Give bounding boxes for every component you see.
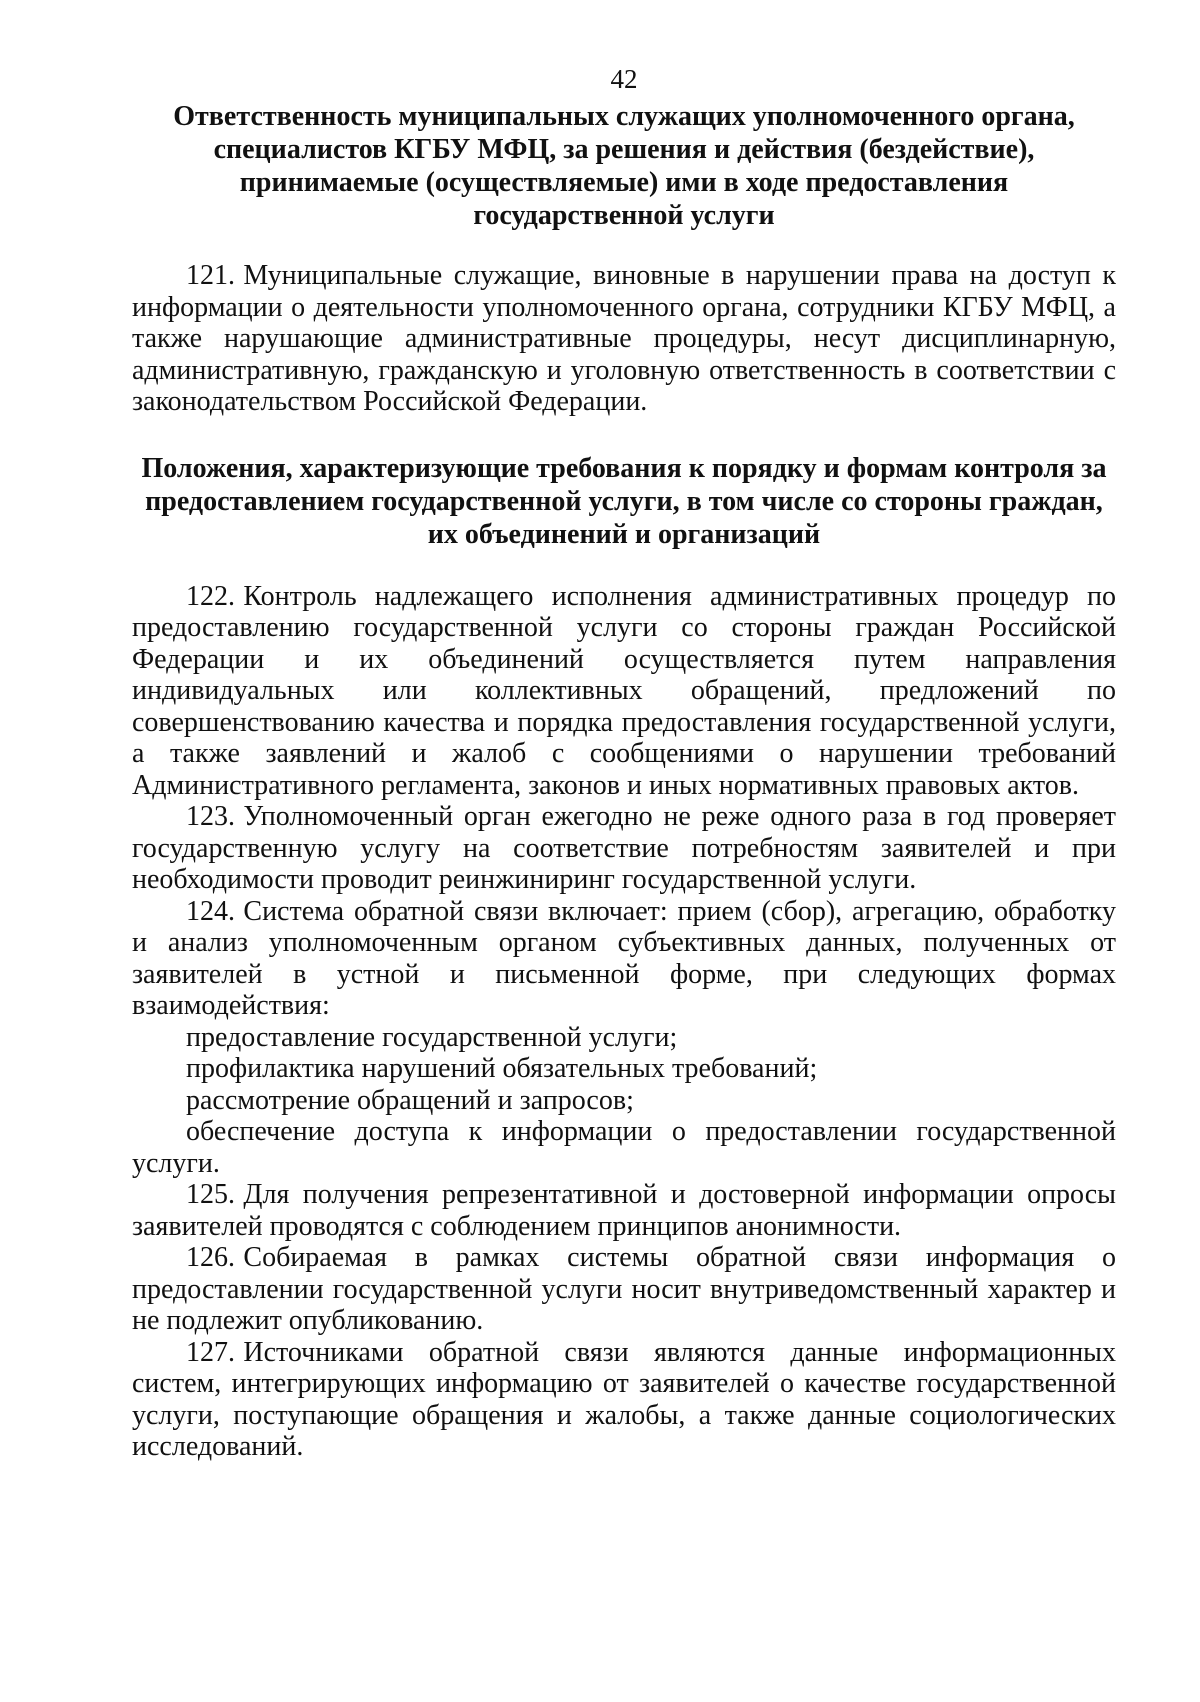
list-item: рассмотрение обращений и запросов; bbox=[186, 1084, 634, 1116]
paragraph-number: 121. bbox=[186, 260, 235, 291]
paragraph-number: 124. bbox=[186, 895, 235, 927]
paragraph-number: 125. bbox=[186, 1179, 235, 1210]
paragraph-text: Собираемая в рамках системы обратной связи информация о предоставлении государственной услуги носит внутриведомственный характер и не подлежит опубликованию. bbox=[132, 1242, 1116, 1336]
paragraph-text: Система обратной связи включает: прием (сбор), агрегацию, обработку и анализ уполномоченным органом субъективных данных, полученных от заявителей в устной и письменной форме, при следующих формах взаимодействия: bbox=[132, 895, 1116, 1021]
paragraph-122 bbox=[132, 581, 1116, 802]
paragraph-127 bbox=[132, 1337, 1116, 1463]
section-2-heading: Положения, характеризующие требования к порядку и формам контроля за предоставлением государственной услуги, в том числе со стороны граждан, их объединений и организаций bbox=[141, 452, 1107, 550]
paragraph-121 bbox=[132, 260, 1116, 418]
paragraph-text: Контроль надлежащего исполнения административных процедур по предоставлению государственной услуги со стороны граждан Российской Федерации и их объединений осуществляется путем направления индивидуальных или коллективных обращений, предложений по совершенствованию качества и порядка предоставления государственной услуги, а также заявлений и жалоб с сообщениями о нарушении требований Административного регламента, законов и иных нормативных правовых актов. bbox=[132, 580, 1116, 801]
document-page bbox=[132, 62, 1116, 1463]
paragraph-number: 126. bbox=[186, 1242, 235, 1273]
section-1-heading: Ответственность муниципальных служащих уполномоченного органа, специалистов КГБУ МФЦ, за решения и действия (бездействие), принимаемые (осуществляемые) ими в ходе предоставления государственной услуги bbox=[173, 101, 1075, 231]
page-number: 42 bbox=[610, 64, 638, 94]
paragraph-number: 127. bbox=[186, 1336, 235, 1368]
paragraph-126 bbox=[132, 1242, 1116, 1337]
paragraph-124 bbox=[132, 896, 1116, 1022]
paragraph-number: 122. bbox=[186, 580, 235, 612]
paragraph-text: Для получения репрезентативной и достоверной информации опросы заявителей проводятся с соблюдением принципов анонимности. bbox=[132, 1179, 1116, 1242]
list-item: предоставление государственной услуги; bbox=[186, 1021, 678, 1053]
list-item: профилактика нарушений обязательных требований; bbox=[186, 1053, 818, 1084]
paragraph-123 bbox=[132, 801, 1116, 896]
paragraph-125 bbox=[132, 1179, 1116, 1242]
list-item: обеспечение доступа к информации о предоставлении государственной услуги. bbox=[132, 1116, 1116, 1179]
paragraph-text: Муниципальные служащие, виновные в нарушении права на доступ к информации о деятельности уполномоченного органа, сотрудники КГБУ МФЦ, а также нарушающие административные процедуры, несут дисциплинарную, административную, гражданскую и уголовную ответственность в соответствии с законодательством Российской Федерации. bbox=[132, 260, 1116, 417]
paragraph-text: Источниками обратной связи являются данные информационных систем, интегрирующих информацию от заявителей о качестве государственной услуги, поступающие обращения и жалобы, а также данные социологических исследований. bbox=[132, 1336, 1116, 1462]
paragraph-text: Уполномоченный орган ежегодно не реже одного раза в год проверяет государственную услугу на соответствие потребностям заявителей и при необходимости проводит реинжиниринг государственной услуги. bbox=[132, 801, 1116, 895]
paragraph-number: 123. bbox=[186, 801, 235, 832]
